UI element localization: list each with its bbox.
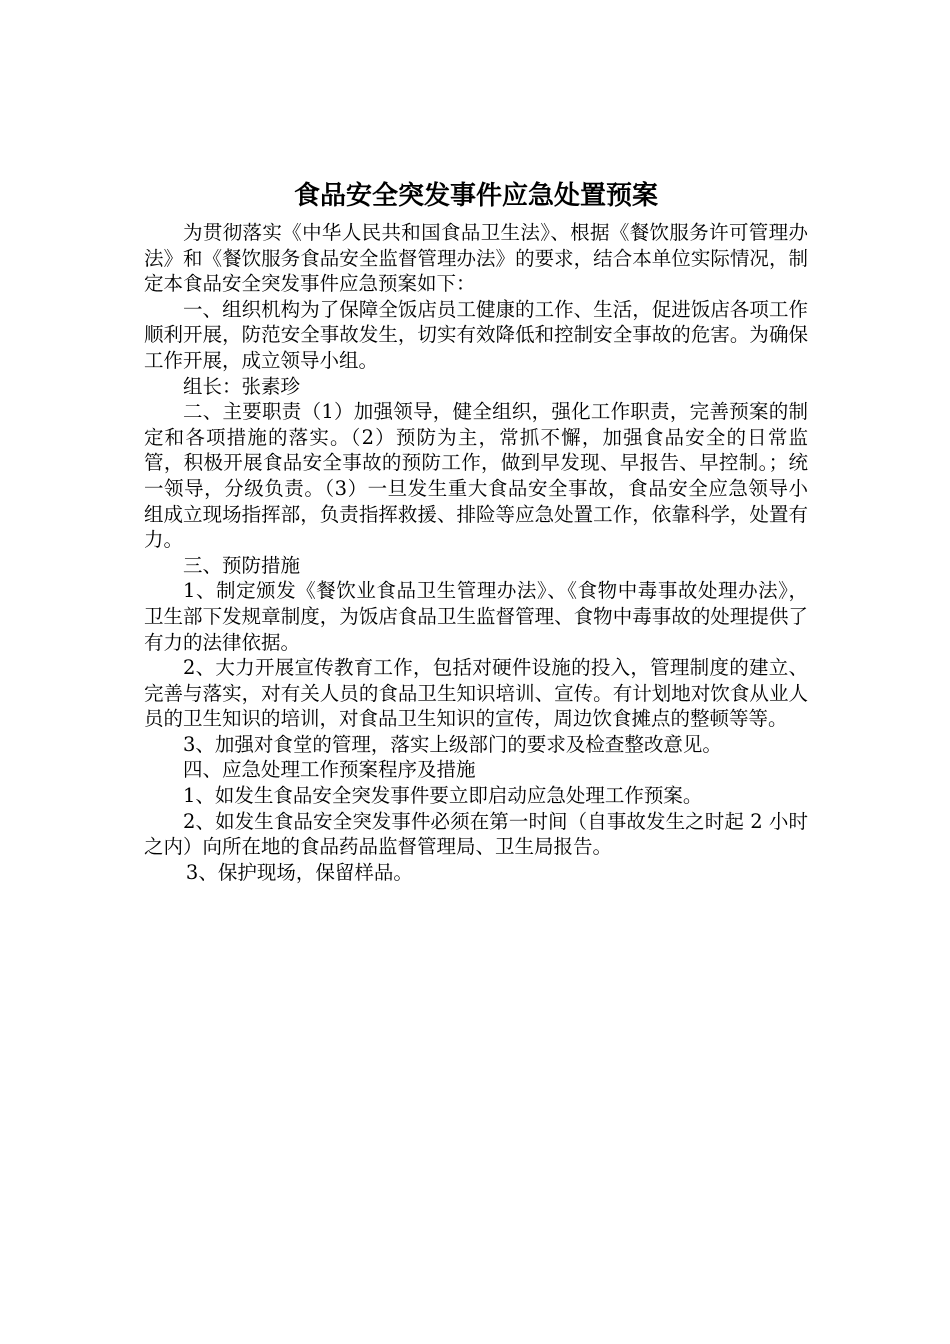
paragraph-prevention-1: 1、制定颁发《餐饮业食品卫生管理办法》、《食物中毒事故处理办法》，卫生部下发规章制度，为饭店食品卫生监督管理、食物中毒事故的处理提供了有力的法律依据。 xyxy=(144,579,808,654)
paragraph-emergency-heading: 四、应急处理工作预案程序及措施 xyxy=(183,758,476,782)
paragraph-prevention-2: 2、大力开展宣传教育工作，包括对硬件设施的投入，管理制度的建立、完善与落实，对有关人员的食品卫生知识培训、宣传。有计划地对饮食从业人员的卫生知识的培训，对食品卫生知识的宣传，周边饮食摊点的整顿等等。 xyxy=(144,656,808,731)
paragraph-intro: 为贯彻落实《中华人民共和国食品卫生法》、根据《餐饮服务许可管理办法》和《餐饮服务食品安全监督管理办法》的要求，结合本单位实际情况，制定本食品安全突发事件应急预案如下： xyxy=(144,221,808,296)
paragraph-organization: 一、组织机构为了保障全饭店员工健康的工作、生活，促进饭店各项工作顺利开展，防范安全事故发生，切实有效降低和控制安全事故的危害。为确保工作开展，成立领导小组。 xyxy=(144,297,808,372)
paragraph-emergency-2: 2、如发生食品安全突发事件必须在第一时间（自事故发生之时起 2 小时之内）向所在地的食品药品监督管理局、卫生局报告。 xyxy=(144,809,808,859)
paragraph-emergency-3: 3、保护现场，保留样品。 xyxy=(185,860,413,884)
paragraph-prevention-3: 3、加强对食堂的管理，落实上级部门的要求及检查整改意见。 xyxy=(183,732,722,756)
document-title: 食品安全突发事件应急处置预案 xyxy=(293,181,658,211)
paragraph-emergency-1: 1、如发生食品安全突发事件要立即启动应急处理工作预案。 xyxy=(183,784,703,808)
paragraph-responsibilities: 二、主要职责（1）加强领导，健全组织，强化工作职责，完善预案的制定和各项措施的落实。（2）预防为主，常抓不懈，加强食品安全的日常监管，积极开展食品安全事故的预防工作，做到早发现、早报告、早控制。；统一领导，分级负责。（3）一旦发生重大食品安全事故，食品安全应急领导小组成立现场指挥部，负责指挥救援、排险等应急处置工作，依靠科学，处置有力。 xyxy=(144,400,808,552)
paragraph-prevention-heading: 三、预防措施 xyxy=(183,553,301,577)
document-page xyxy=(144,176,808,885)
paragraph-team-leader: 组长：张素珍 xyxy=(183,374,301,398)
